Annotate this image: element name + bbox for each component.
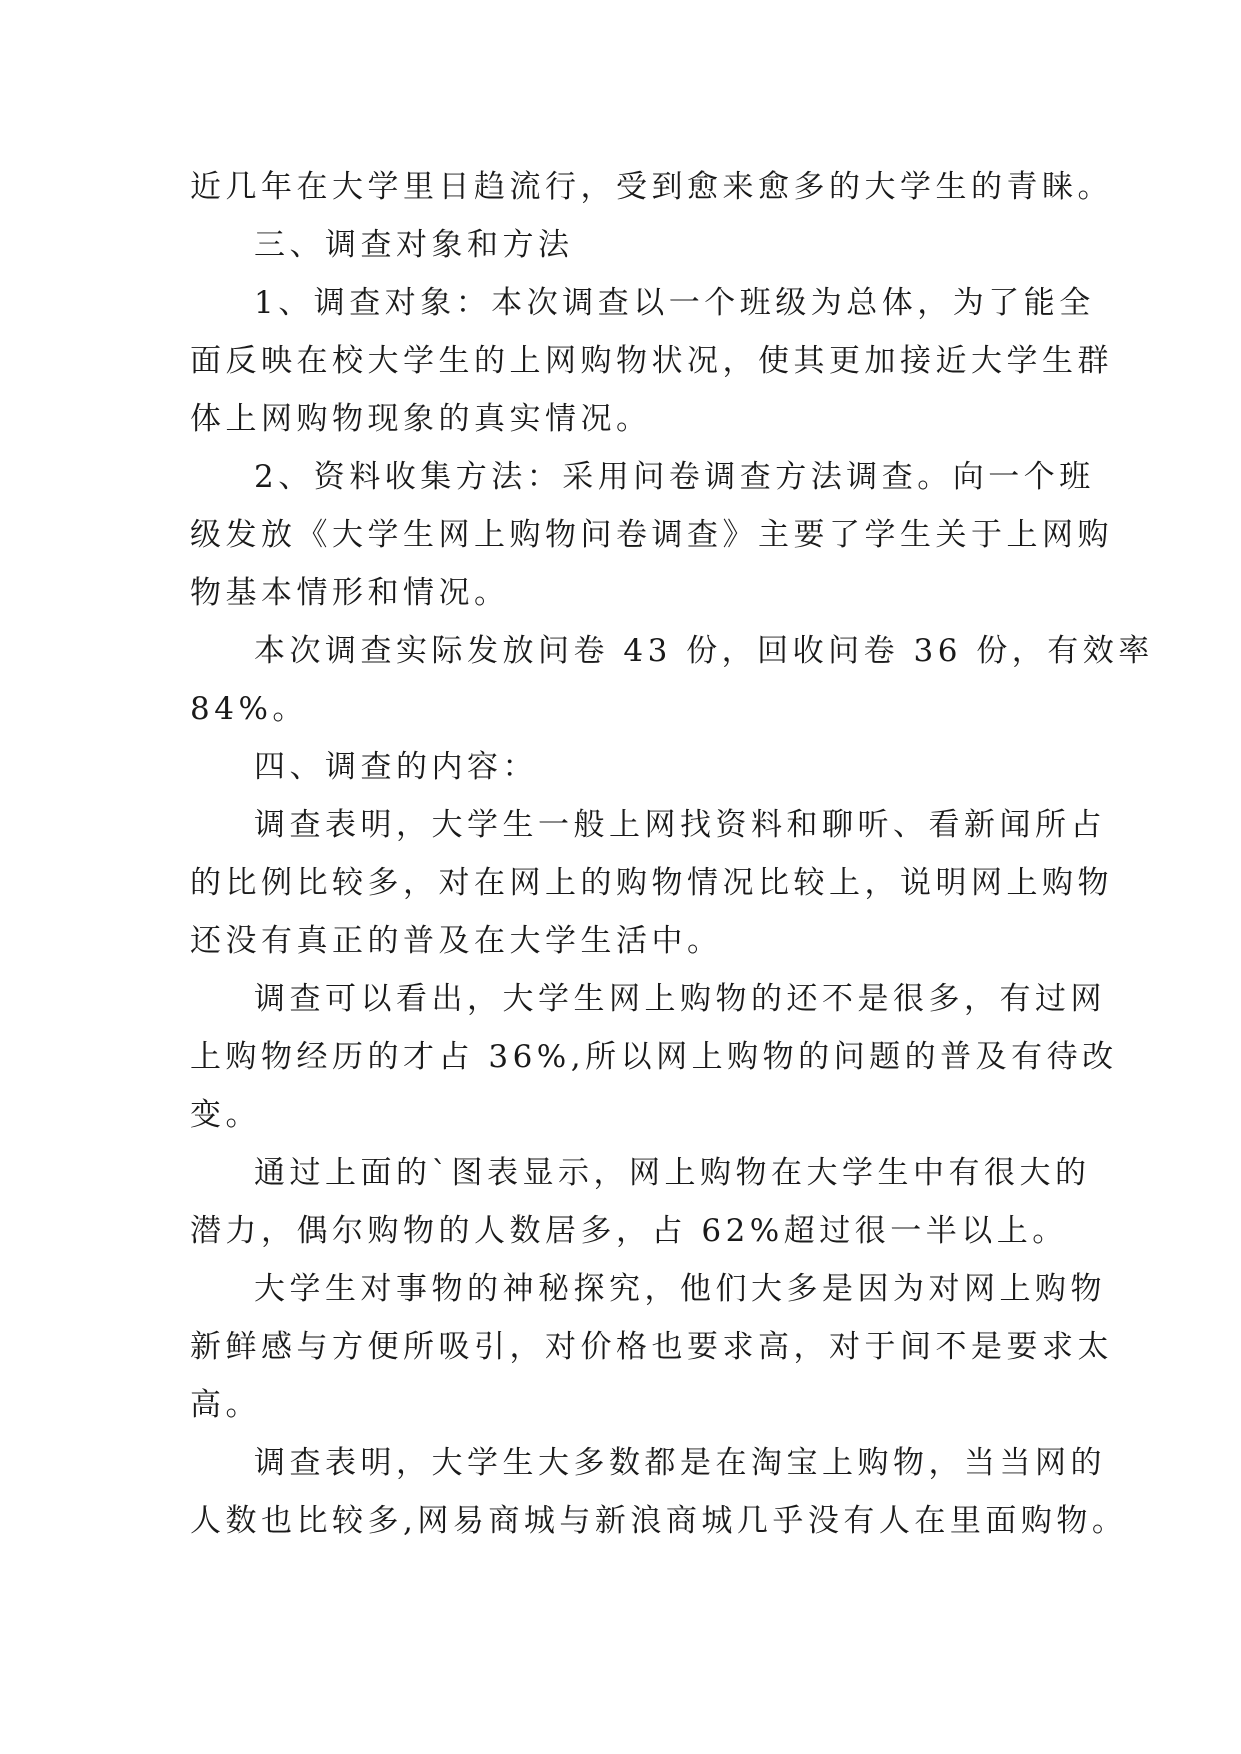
text-line: 大学生对事物的神秘探究，他们大多是因为对网上购物 xyxy=(254,1271,1106,1307)
text-line: 还没有真正的普及在大学生活中。 xyxy=(190,923,723,959)
text-line: 调查可以看出，大学生网上购物的还不是很多，有过网 xyxy=(254,981,1106,1017)
text-line: 84%。 xyxy=(190,691,308,727)
text-line: 高。 xyxy=(190,1387,261,1423)
text-line: 级发放《大学生网上购物问卷调查》主要了学生关于上网购 xyxy=(190,517,1113,553)
text-line: 近几年在大学里日趋流行，受到愈来愈多的大学生的青睐。 xyxy=(190,169,1113,205)
text-line: 的比例比较多，对在网上的购物情况比较上，说明网上购物 xyxy=(190,865,1113,901)
text-line: 体上网购物现象的真实情况。 xyxy=(190,401,652,437)
text-line: 潜力，偶尔购物的人数居多，占 62%超过很一半以上。 xyxy=(190,1213,1068,1249)
text-line: 物基本情形和情况。 xyxy=(190,575,510,611)
text-line: 2、资料收集方法：采用问卷调查方法调查。向一个班 xyxy=(254,459,1095,495)
section-heading: 三、调查对象和方法 xyxy=(254,227,574,263)
text-line: 面反映在校大学生的上网购物状况，使其更加接近大学生群 xyxy=(190,343,1113,379)
section-heading: 四、调查的内容： xyxy=(254,749,538,785)
document-body xyxy=(190,158,1154,1550)
text-line: 1、调查对象：本次调查以一个班级为总体，为了能全 xyxy=(254,285,1095,321)
text-line: 新鲜感与方便所吸引，对价格也要求高，对于间不是要求太 xyxy=(190,1329,1113,1365)
text-line: 上购物经历的才占 36%,所以网上购物的问题的普及有待改 xyxy=(190,1039,1118,1075)
text-line: 变。 xyxy=(190,1097,261,1133)
text-line: 调查表明，大学生一般上网找资料和聊听、看新闻所占 xyxy=(254,807,1106,843)
text-line: 人数也比较多,网易商城与新浪商城几乎没有人在里面购物。 xyxy=(190,1503,1128,1539)
text-line: 本次调查实际发放问卷 43 份，回收问卷 36 份，有效率 xyxy=(254,633,1154,669)
text-line: 通过上面的`图表显示，网上购物在大学生中有很大的 xyxy=(254,1155,1091,1191)
text-line: 调查表明，大学生大多数都是在淘宝上购物，当当网的 xyxy=(254,1445,1106,1481)
